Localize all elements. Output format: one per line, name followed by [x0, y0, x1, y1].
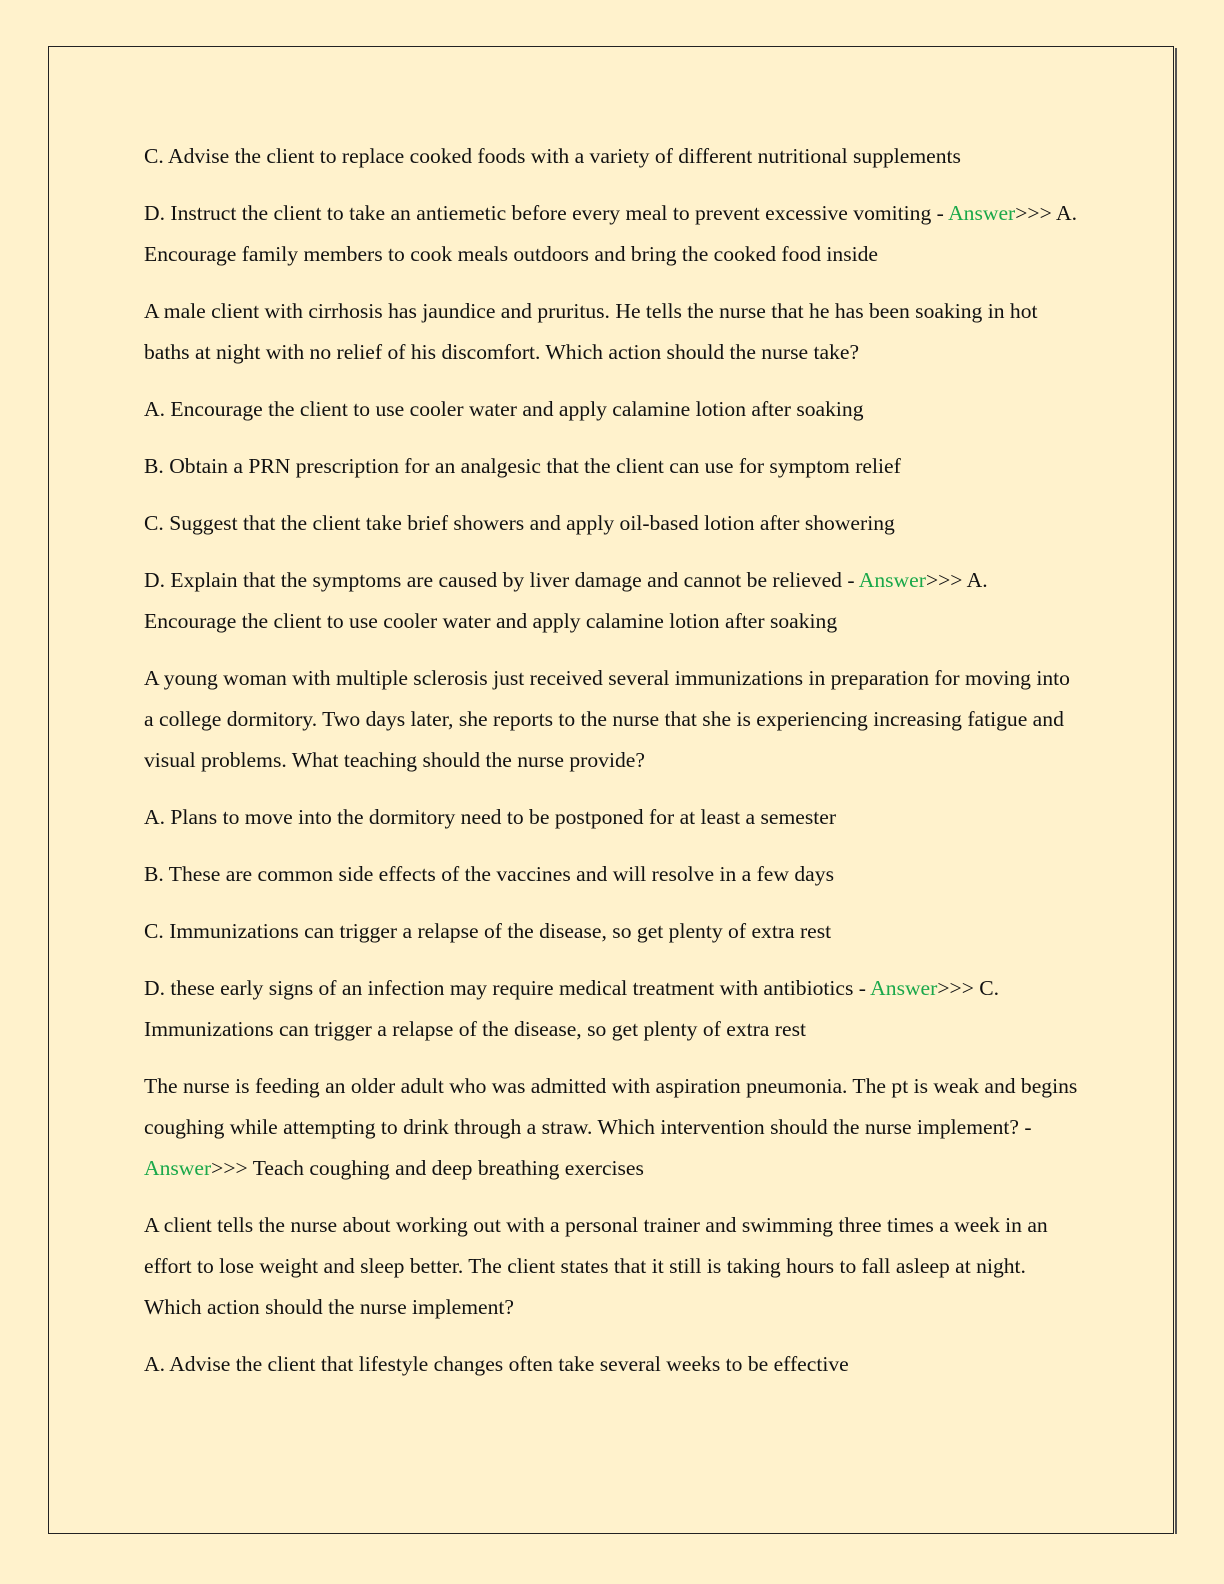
question-cirrhosis: A male client with cirrhosis has jaundice and pruritus. He tells the nurse that he has been soaking in hot baths at night with no relief of his discomfort. Which action should the nurse take? [144, 299, 1038, 364]
option-c-brief-showers: C. Suggest that the client take brief showers and apply oil-based lotion after showering [144, 511, 895, 535]
document-body [144, 136, 1084, 1401]
option-a-cooler-water: A. Encourage the client to use cooler water and apply calamine lotion after soaking [144, 397, 864, 421]
answer-label: Answer [870, 976, 938, 1000]
page-border-shadow [1175, 48, 1177, 1534]
option-c-relapse: C. Immunizations can trigger a relapse of the disease, so get plenty of extra rest [144, 919, 832, 943]
question-aspiration-with-answer [144, 1066, 1084, 1189]
option-a-lifestyle-changes: A. Advise the client that lifestyle changes often take several weeks to be effective [144, 1352, 849, 1376]
answer-text: >>> A. Encourage family members to cook meals outdoors and bring the cooked food inside [144, 201, 1077, 266]
option-text: D. Instruct the client to take an antiemetic before every meal to prevent excessive vomiting - [144, 201, 949, 225]
option-text: D. these early signs of an infection may require medical treatment with antibiotics - [144, 976, 871, 1000]
answer-text: >>> A. Encourage the client to use cooler water and apply calamine lotion after soaking [144, 568, 988, 633]
option-c-replace-foods: C. Advise the client to replace cooked foods with a variety of different nutritional supplements [144, 144, 961, 168]
answer-text: >>> Teach coughing and deep breathing exercises [211, 1156, 644, 1180]
answer-label: Answer [858, 568, 926, 592]
option-d-liver-damage-with-answer [144, 560, 1084, 642]
option-d-infection-with-answer [144, 968, 1084, 1050]
answer-label: Answer [144, 1156, 212, 1180]
option-text: D. Explain that the symptoms are caused by liver damage and cannot be relieved - [144, 568, 859, 592]
question-text: The nurse is feeding an older adult who was admitted with aspiration pneumonia. The pt is weak and begins coughing while attempting to drink through a straw. Which intervention should the nurse implement? - [144, 1074, 1078, 1139]
option-a-postpone-dormitory: A. Plans to move into the dormitory need to be postponed for at least a semester [144, 805, 837, 829]
question-sleep: A client tells the nurse about working out with a personal trainer and swimming three times a week in an effort to lose weight and sleep better. The client states that it still is taking hours to fall asleep at night. Which action should the nurse implement? [144, 1213, 1048, 1319]
option-b-prn-analgesic: B. Obtain a PRN prescription for an analgesic that the client can use for symptom relief [144, 454, 901, 478]
answer-text: >>> C. Immunizations can trigger a relapse of the disease, so get plenty of extra rest [144, 976, 1000, 1041]
question-multiple-sclerosis: A young woman with multiple sclerosis just received several immunizations in preparation for moving into a college dormitory. Two days later, she reports to the nurse that she is experiencing increasing fatigue and visual problems. What teaching should the nurse provide? [144, 666, 1070, 772]
option-d-antiemetic-with-answer [144, 193, 1084, 275]
option-b-vaccine-side-effects: B. These are common side effects of the vaccines and will resolve in a few days [144, 862, 834, 886]
answer-label: Answer [948, 201, 1016, 225]
